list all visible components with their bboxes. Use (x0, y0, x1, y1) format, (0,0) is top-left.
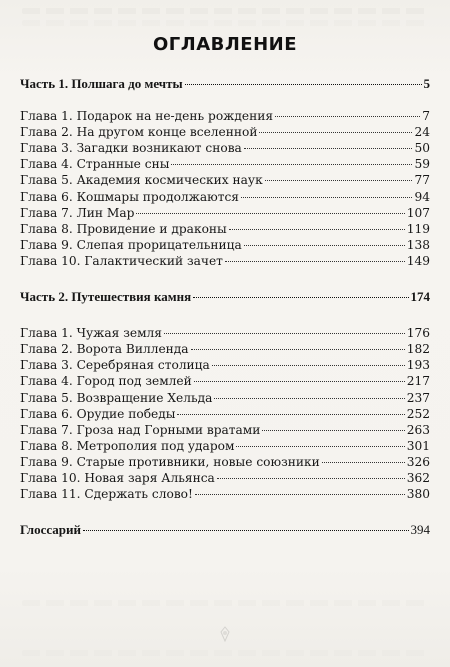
toc-glossary[interactable] (20, 522, 430, 538)
spacer (20, 502, 430, 522)
dot-leader (214, 398, 404, 399)
toc-chapter[interactable] (20, 156, 430, 172)
toc-chapter[interactable] (20, 438, 430, 454)
toc-chapter-label: Глава 8. Провидение и драконы (20, 221, 227, 236)
bleed-through (22, 600, 428, 606)
toc-chapter[interactable] (20, 373, 430, 389)
toc-chapter[interactable] (20, 205, 430, 221)
toc-chapter[interactable] (20, 189, 430, 205)
toc-chapter-label: Глава 7. Гроза над Горными вратами (20, 422, 261, 437)
toc-chapter[interactable] (20, 454, 430, 470)
toc-chapter-label: Глава 6. Кошмары продолжаются (20, 189, 239, 204)
dot-leader (185, 84, 422, 85)
dot-leader (236, 446, 404, 447)
dot-leader (191, 349, 405, 350)
dot-leader (195, 494, 405, 495)
toc-page-number: 59 (414, 157, 430, 172)
dot-leader (83, 530, 408, 531)
bleed-through (22, 8, 428, 14)
spacer (20, 92, 430, 108)
toc-chapter-label: Глава 5. Академия космических наук (20, 173, 263, 188)
toc-page-number: 94 (414, 189, 430, 204)
toc-page-number: 380 (406, 487, 430, 502)
toc-page-number: 174 (410, 289, 430, 305)
toc-chapter-label: Глава 4. Странные сны (20, 157, 170, 172)
toc-page-number: 301 (406, 438, 430, 453)
toc-chapter-label: Глава 1. Подарок на не-день рождения (20, 109, 274, 124)
toc-chapter-label: Глава 3. Серебряная столица (20, 358, 210, 373)
dot-leader (217, 478, 405, 479)
bleed-through (22, 650, 428, 656)
toc-page-number: 138 (406, 237, 430, 252)
toc-chapter[interactable] (20, 221, 430, 237)
dot-leader (322, 462, 405, 463)
toc-page-number: 77 (414, 173, 430, 188)
dot-leader (259, 132, 412, 133)
toc-page-number: 119 (406, 221, 430, 236)
ornament-icon (212, 624, 238, 644)
toc-page-number: 24 (414, 125, 430, 140)
table-of-contents (20, 76, 430, 538)
dot-leader (241, 197, 412, 198)
toc-part-2[interactable] (20, 289, 430, 305)
toc-chapter[interactable] (20, 172, 430, 188)
toc-page-number: 182 (406, 342, 430, 357)
toc-part-label: Часть 2. Путешествия камня (20, 289, 192, 305)
bleed-through (22, 20, 428, 26)
toc-chapter-label: Глава 2. На другом конце вселенной (20, 125, 258, 140)
toc-chapter[interactable] (20, 422, 430, 438)
toc-chapter[interactable] (20, 237, 430, 253)
toc-chapter-label: Глава 10. Новая заря Альянса (20, 470, 215, 485)
spacer (20, 305, 430, 325)
dot-leader (275, 116, 420, 117)
toc-chapter-label: Глава 10. Галактический зачет (20, 253, 223, 268)
spacer (20, 269, 430, 289)
toc-page-number: 362 (406, 470, 430, 485)
toc-page-number: 193 (406, 358, 430, 373)
toc-page-number: 252 (406, 406, 430, 421)
toc-chapter[interactable] (20, 140, 430, 156)
page-title: ОГЛАВЛЕНИЕ (152, 34, 298, 55)
dot-leader (212, 365, 405, 366)
dot-leader (136, 213, 404, 214)
toc-page-number: 5 (423, 76, 430, 91)
toc-chapter[interactable] (20, 341, 430, 357)
toc-part-2-chapters (20, 325, 430, 502)
dot-leader (177, 414, 404, 415)
toc-page-number: 326 (406, 454, 430, 469)
toc-chapter[interactable] (20, 357, 430, 373)
toc-chapter-label: Глава 6. Орудие победы (20, 406, 176, 421)
toc-part-1[interactable] (20, 76, 430, 92)
toc-chapter-label: Глава 11. Сдержать слово! (20, 487, 193, 502)
toc-page-number: 217 (406, 374, 430, 389)
toc-chapter-label: Глава 3. Загадки возникают снова (20, 141, 242, 156)
dot-leader (164, 333, 405, 334)
toc-page-number: 237 (406, 390, 430, 405)
toc-part-label: Часть 1. Полшага до мечты (20, 76, 183, 91)
toc-chapter-label: Глава 9. Слепая прорицательница (20, 237, 242, 252)
dot-leader (229, 229, 405, 230)
dot-leader (244, 245, 405, 246)
toc-chapter[interactable] (20, 470, 430, 486)
dot-leader (193, 297, 408, 298)
toc-page-number: 149 (406, 253, 430, 268)
toc-page-number: 7 (422, 109, 430, 124)
toc-page-number: 394 (410, 522, 430, 538)
toc-part-1-chapters (20, 108, 430, 269)
toc-page-number: 107 (406, 205, 430, 220)
toc-chapter[interactable] (20, 325, 430, 341)
dot-leader (262, 430, 404, 431)
toc-page-number: 176 (406, 326, 430, 341)
toc-chapter-label: Глава 2. Ворота Вилленда (20, 342, 189, 357)
toc-chapter[interactable] (20, 108, 430, 124)
toc-chapter[interactable] (20, 406, 430, 422)
dot-leader (225, 261, 405, 262)
toc-chapter-label: Глава 7. Лин Мар (20, 205, 135, 220)
toc-chapter[interactable] (20, 124, 430, 140)
toc-chapter-label: Глава 8. Метрополия под ударом (20, 438, 235, 453)
dot-leader (265, 180, 413, 181)
toc-page-number: 50 (414, 141, 430, 156)
toc-chapter[interactable] (20, 253, 430, 269)
dot-leader (171, 164, 412, 165)
dot-leader (194, 381, 405, 382)
toc-chapter-label: Глава 1. Чужая земля (20, 326, 162, 341)
toc-chapter-label: Глава 4. Город под землей (20, 374, 192, 389)
toc-page-number: 263 (406, 422, 430, 437)
toc-glossary-label: Глоссарий (20, 522, 82, 538)
dot-leader (244, 148, 413, 149)
toc-chapter[interactable] (20, 486, 430, 502)
toc-chapter-label: Глава 5. Возвращение Хельда (20, 390, 213, 405)
toc-chapter[interactable] (20, 390, 430, 406)
toc-chapter-label: Глава 9. Старые противники, новые союзники (20, 454, 320, 469)
